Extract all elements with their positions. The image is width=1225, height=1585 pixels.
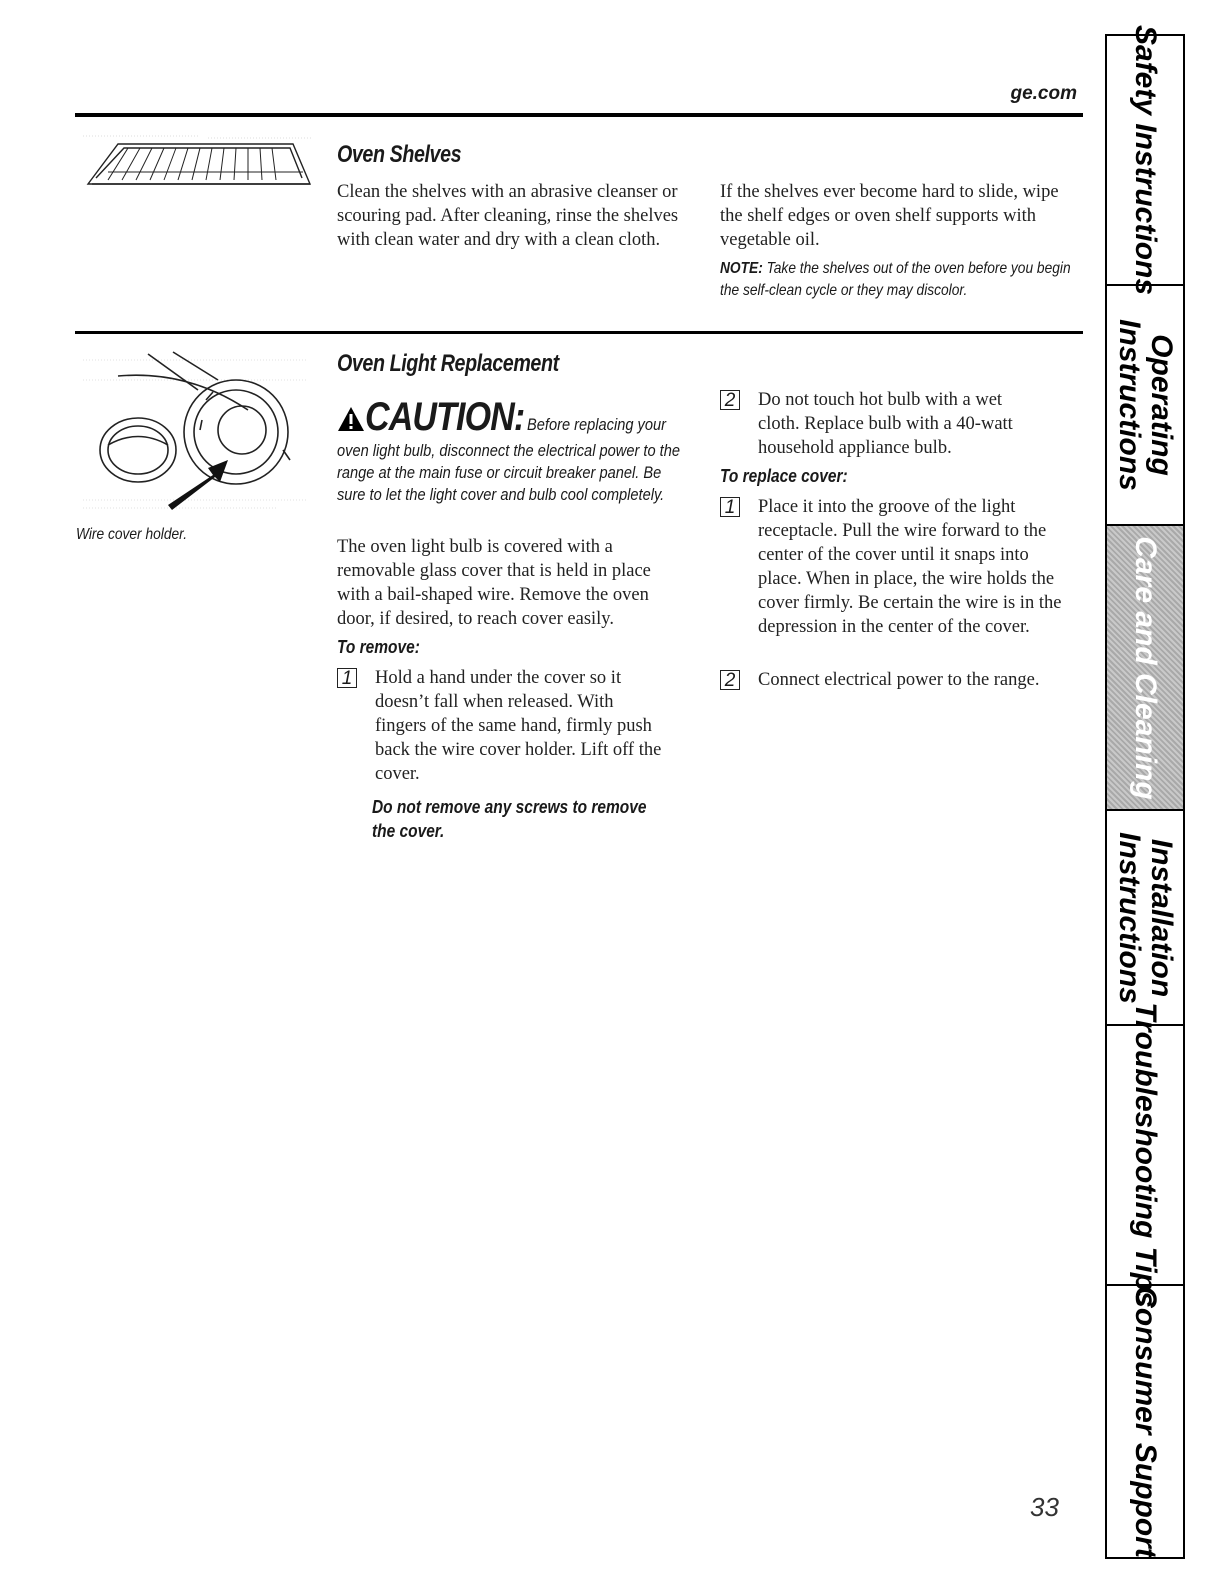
caution-block — [337, 395, 697, 506]
tab-label-line-2: Instructions — [1113, 319, 1146, 491]
caution-text: oven light bulb, disconnect the electrical power to the range at the main fuse or circuit breaker panel. Be sure to let the light cover and bulb cool completely. — [337, 441, 680, 504]
step-number: 1 — [337, 668, 357, 688]
section-tabs — [1105, 24, 1185, 1559]
step-text: Hold a hand under the cover so it doesn’t fall when released. With fingers of the same hand, firmly push back the wire cover holder. Lift off the cover. — [375, 668, 662, 784]
step-text: Place it into the groove of the light receptacle. Pull the wire forward to the center of the cover until it snaps into place. When in place, the wire holds the cover firmly. Be certain the wire is in the depression in the center of the cover. — [758, 497, 1062, 637]
tab-label — [1113, 319, 1177, 491]
oven-light-illustration — [78, 350, 318, 525]
tab-label: Safety Instructions — [1129, 24, 1162, 296]
caution-word: CAUTION: — [365, 395, 525, 439]
warning-triangle-icon — [337, 406, 365, 432]
caution-lead: Before replacing your — [526, 415, 666, 434]
tab-label: Troubleshooting Tips — [1129, 1002, 1162, 1308]
note-label: NOTE: — [720, 260, 763, 277]
oven-shelf-illustration — [78, 132, 318, 192]
tab-label: Care and Cleaning — [1129, 535, 1162, 800]
step-number: 2 — [720, 670, 740, 690]
tab-label: Consumer Support — [1129, 1285, 1162, 1558]
oven-light-heading: Oven Light Replacement — [337, 350, 559, 377]
tab-consumer-support[interactable] — [1107, 1286, 1183, 1557]
step-number: 1 — [720, 497, 740, 517]
oven-shelves-heading: Oven Shelves — [337, 141, 462, 168]
site-url: ge.com — [1010, 83, 1077, 104]
tab-label-line-1: Installation — [1145, 838, 1178, 997]
oven-shelves-oil-text: If the shelves ever become hard to slide, wipe the shelf edges or oven shelf supports with vegetable oil. — [720, 182, 1059, 250]
tab-safety-instructions[interactable] — [1107, 24, 1183, 296]
tab-label — [1113, 832, 1177, 1004]
step-text: Do not touch hot bulb with a wet cloth. Replace bulb with a 40-watt household appliance bulb. — [758, 390, 1013, 458]
tab-label-line-2: Instructions — [1113, 831, 1146, 1004]
remove-warning: Do not remove any screws to remove the cover. — [372, 797, 647, 841]
section-rule — [75, 331, 1083, 334]
wire-cover-holder-caption: Wire cover holder. — [76, 526, 188, 543]
tab-troubleshooting-tips[interactable] — [1107, 1002, 1183, 1308]
top-rule — [75, 113, 1083, 117]
oven-light-intro: The oven light bulb is covered with a removable glass cover that is held in place with a bail-shaped wire. Remove the oven door, if desired, to reach cover easily. — [337, 537, 651, 629]
tab-operating-instructions[interactable] — [1107, 286, 1183, 526]
tab-installation-instructions[interactable] — [1107, 811, 1183, 1026]
to-remove-heading: To remove: — [337, 637, 420, 657]
page-number: 33 — [1030, 1492, 1059, 1522]
to-replace-cover-heading: To replace cover: — [720, 466, 848, 486]
tab-label-line-1: Operating — [1145, 334, 1178, 476]
note-text: Take the shelves out of the oven before you begin the self-clean cycle or they may discolor. — [720, 260, 1071, 299]
tab-care-and-cleaning[interactable] — [1107, 526, 1183, 811]
oven-shelves-note — [720, 258, 1081, 302]
step-text: Connect electrical power to the range. — [758, 670, 1040, 690]
oven-shelves-cleaning-text: Clean the shelves with an abrasive cleanser or scouring pad. After cleaning, rinse the shelves with clean water and dry with a clean cloth. — [337, 182, 679, 250]
step-number: 2 — [720, 390, 740, 410]
